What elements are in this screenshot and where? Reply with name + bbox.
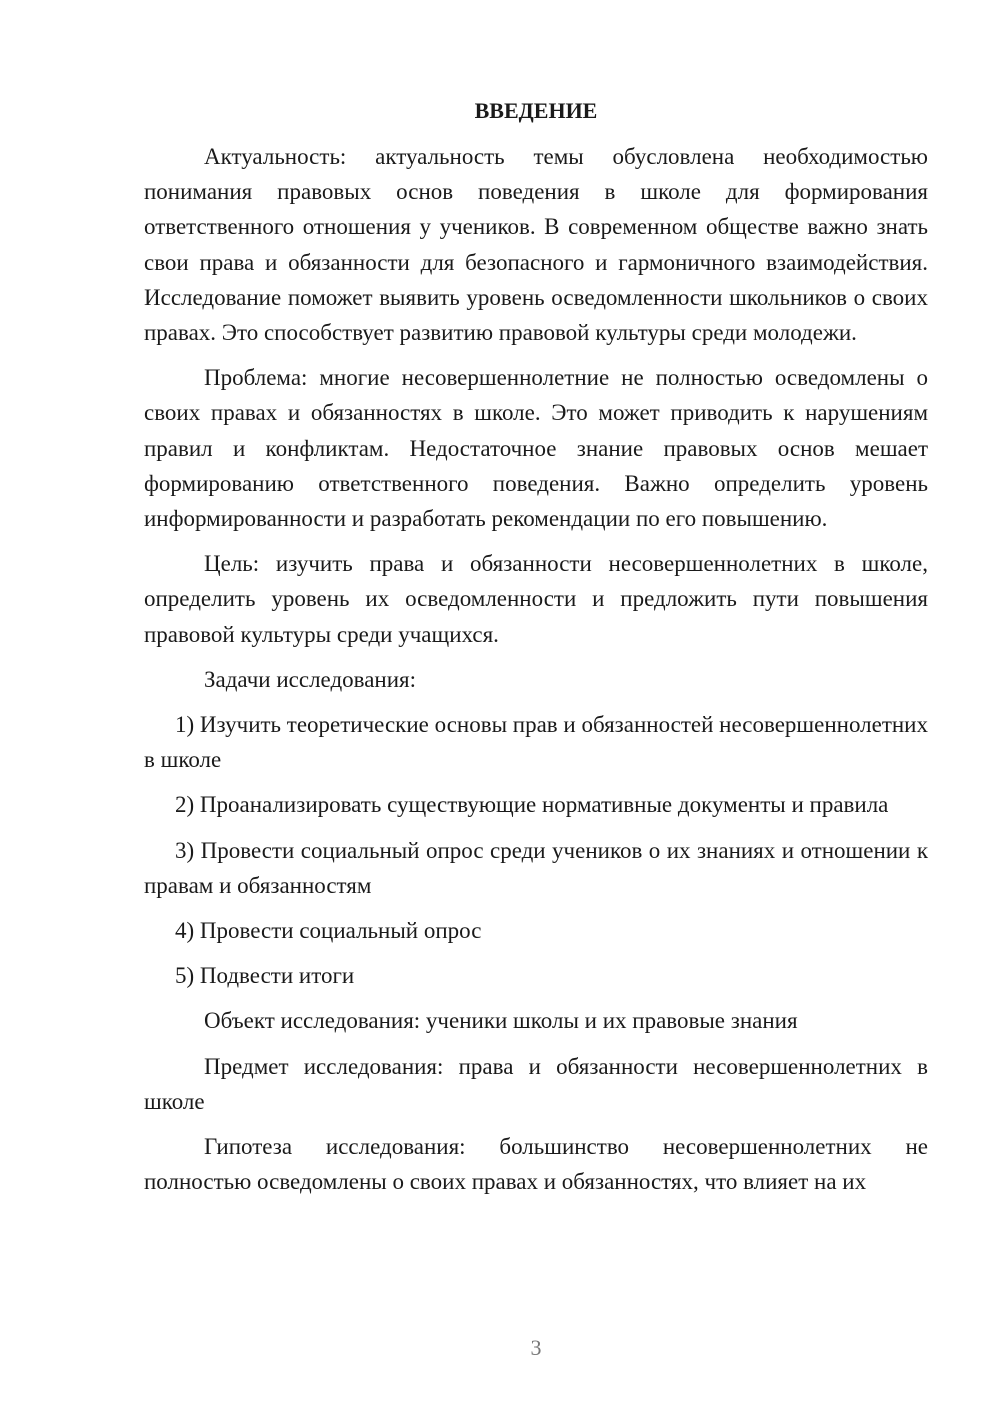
- paragraph-relevance: Актуальность: актуальность темы обусловлена необходимостью понимания правовых основ поведения в школе для формирования ответственного отношения у учеников. В современном обществе важно знать свои права и обязанности для безопасного и гармоничного взаимодействия. Исследование поможет выявить уровень осведомленности школьников о своих правах. Это способствует развитию правовой культуры среди молодежи.: [144, 144, 928, 346]
- task-item-4: 4) Провести социальный опрос: [175, 918, 482, 944]
- page-content: [144, 95, 928, 1209]
- section-title: ВВЕДЕНИЕ: [474, 98, 598, 123]
- task-item-3: 3) Провести социальный опрос среди учеников о их знаниях и отношении к правам и обязанностям: [144, 837, 928, 898]
- page-number: 3: [530, 1335, 542, 1360]
- paragraph-problem: Проблема: многие несовершеннолетние не полностью осведомлены о своих правах и обязанностях в школе. Это может приводить к нарушениям правил и конфликтам. Недостаточное знание правовых основ мешает формированию ответственного поведения. Важно определить уровень информированности и разработать рекомендации по его повышению.: [144, 365, 928, 532]
- task-item-1: 1) Изучить теоретические основы прав и обязанностей несовершеннолетних в школе: [144, 712, 928, 773]
- task-item-2: 2) Проанализировать существующие нормативные документы и правила: [175, 792, 889, 818]
- task-item-5: 5) Подвести итоги: [175, 963, 355, 989]
- tasks-heading: Задачи исследования:: [204, 666, 417, 692]
- paragraph-subject: Предмет исследования: права и обязанности несовершеннолетних в школе: [144, 1053, 928, 1114]
- paragraph-object: Объект исследования: ученики школы и их правовые знания: [204, 1008, 798, 1034]
- paragraph-goal: Цель: изучить права и обязанности несовершеннолетних в школе, определить уровень их осведомленности и предложить пути повышения правовой культуры среди учащихся.: [144, 551, 928, 647]
- paragraph-hypothesis: Гипотеза исследования: большинство несовершеннолетних не полностью осведомлены о своих правах и обязанностях, что влияет на их: [144, 1134, 928, 1195]
